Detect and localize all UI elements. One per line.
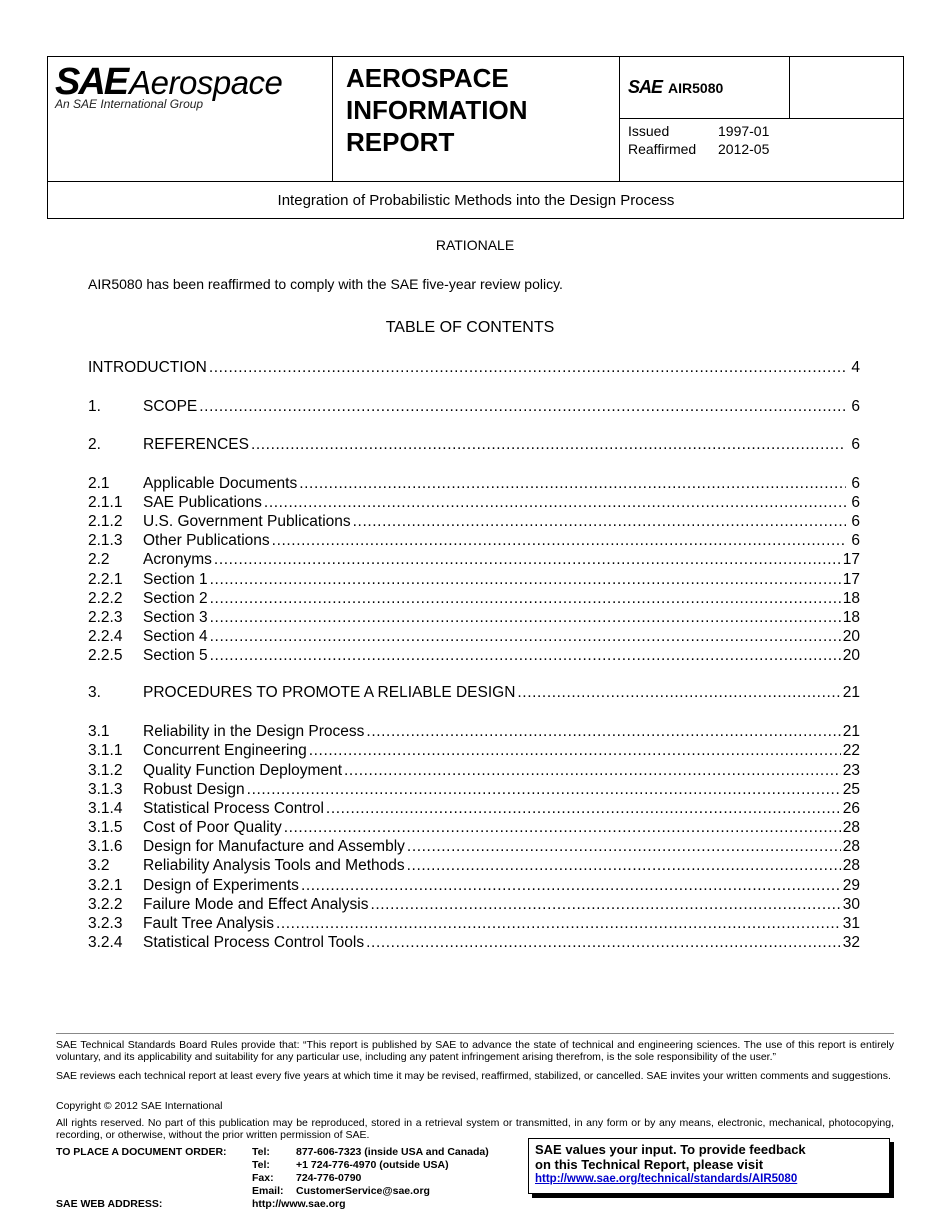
footer-rights: All rights reserved. No part of this publication may be reproduced, stored in a retrieval system or transmitted, in any form or by any means, electronic, mechanical, photocopying, recording, or otherwise, without the prior written permission of SAE.: [56, 1117, 894, 1141]
toc-leader-dots: [272, 532, 846, 550]
toc-leader-dots: [209, 359, 846, 377]
issued-label: Issued: [628, 123, 670, 139]
sae-mini-logo: SAE: [628, 77, 663, 97]
toc-entry-number: 1.: [88, 398, 101, 415]
toc-entry-page: 6: [851, 475, 860, 492]
toc-entry-page: 18: [842, 609, 860, 626]
footer-board-rules: SAE Technical Standards Board Rules provide that: “This report is published by SAE to advance the state of technical and engineering sciences. The use of this report is entirely voluntary, and its applicability and suitability for any particular use, including any patent infringement arising therefrom, is the sole responsibility of the user.”: [56, 1039, 894, 1063]
toc-entry-page: 17: [842, 571, 860, 588]
toc-entry[interactable]: [88, 475, 860, 494]
toc-entry[interactable]: [88, 742, 860, 761]
toc-entry[interactable]: [88, 571, 860, 590]
toc-leader-dots: [407, 857, 841, 875]
toc-leader-dots: [276, 915, 841, 933]
toc-leader-dots: [366, 934, 841, 952]
report-type-title: [346, 62, 528, 158]
toc-entry[interactable]: [88, 513, 860, 532]
toc-entry-page: 6: [851, 436, 860, 453]
toc-entry-title: Cost of Poor Quality: [143, 819, 282, 836]
toc-entry[interactable]: [88, 494, 860, 513]
toc-entry[interactable]: [88, 781, 860, 800]
toc-leader-dots: [251, 436, 846, 454]
order-label: TO PLACE A DOCUMENT ORDER:: [56, 1146, 227, 1158]
feedback-link[interactable]: http://www.sae.org/technical/standards/AIR5080: [535, 1173, 798, 1185]
toc-entry-number: 2.1.3: [88, 532, 123, 549]
toc-entry-number: 2.1.2: [88, 513, 123, 530]
toc-entry-page: 25: [842, 781, 860, 798]
toc-entry-number: 3.1.2: [88, 762, 123, 779]
title-line: REPORT: [346, 127, 455, 157]
feedback-box: [528, 1138, 890, 1194]
toc-entry-number: 3.: [88, 684, 101, 701]
toc-entry-number: 3.1.6: [88, 838, 123, 855]
toc-entry-number: 2.2.4: [88, 628, 123, 645]
toc-leader-dots: [301, 877, 841, 895]
toc-leader-dots: [264, 494, 846, 512]
toc-entry-page: 17: [842, 551, 860, 568]
toc-entry-title: SCOPE: [143, 398, 198, 415]
toc-leader-dots: [299, 475, 846, 493]
tel2-label: Tel:: [252, 1159, 270, 1171]
toc-entry[interactable]: [88, 684, 860, 703]
toc-leader-dots: [370, 896, 840, 914]
dates-cell: [620, 119, 904, 181]
toc-entry-title: Design for Manufacture and Assembly: [143, 838, 405, 855]
rationale-heading: RATIONALE: [435, 237, 515, 253]
toc-leader-dots: [214, 551, 841, 569]
toc-entry-number: 2.2: [88, 551, 110, 568]
tel-label: Tel:: [252, 1146, 270, 1158]
toc-entry-page: 21: [842, 723, 860, 740]
toc-entry-page: 26: [842, 800, 860, 817]
toc-entry-title: Acronyms: [143, 551, 212, 568]
toc-entry-page: 32: [842, 934, 860, 951]
toc-entry-title: Other Publications: [143, 532, 270, 549]
toc-entry[interactable]: [88, 628, 860, 647]
toc-entry-number: 3.2.3: [88, 915, 123, 932]
toc-entry[interactable]: [88, 590, 860, 609]
email-label: Email:: [252, 1185, 284, 1197]
toc-entry-page: 6: [851, 494, 860, 511]
toc-leader-dots: [210, 590, 841, 608]
toc-entry-number: 3.1.5: [88, 819, 123, 836]
toc-entry-title: Reliability Analysis Tools and Methods: [143, 857, 405, 874]
toc-entry-page: 18: [842, 590, 860, 607]
toc-leader-dots: [210, 571, 841, 589]
toc-entry-title: Failure Mode and Effect Analysis: [143, 896, 369, 913]
email-value[interactable]: CustomerService@sae.org: [296, 1185, 430, 1197]
toc-entry-number: 2.2.1: [88, 571, 123, 588]
toc-entry-title: Reliability in the Design Process: [143, 723, 365, 740]
toc-entry-title: Applicable Documents: [143, 475, 298, 492]
toc-leader-dots: [247, 781, 841, 799]
toc-entry-page: 28: [842, 857, 860, 874]
toc-entry-page: 23: [842, 762, 860, 779]
feedback-line1: SAE values your input. To provide feedback: [535, 1142, 806, 1157]
toc-entry-title: Section 2: [143, 590, 208, 607]
toc-entry[interactable]: [88, 359, 860, 378]
toc-entry[interactable]: [88, 436, 860, 455]
tel2-value[interactable]: +1 724-776-4970 (outside USA): [296, 1159, 449, 1171]
toc-entry-number: 2.2.2: [88, 590, 123, 607]
toc-entry-title: Fault Tree Analysis: [143, 915, 274, 932]
toc-heading: TABLE OF CONTENTS: [385, 319, 555, 336]
rationale-text: AIR5080 has been reaffirmed to comply with the SAE five-year review policy.: [88, 276, 563, 292]
toc-entry-number: 3.1.1: [88, 742, 123, 759]
toc-entry[interactable]: [88, 896, 860, 915]
toc-leader-dots: [309, 742, 841, 760]
toc-leader-dots: [210, 628, 841, 646]
toc-entry-page: 31: [842, 915, 860, 932]
logo-cell: [48, 57, 333, 181]
toc-entry[interactable]: [88, 877, 860, 896]
toc-entry-title: U.S. Government Publications: [143, 513, 351, 530]
toc-entry-number: 3.1.4: [88, 800, 123, 817]
footer-review-policy: SAE reviews each technical report at least every five years at which time it may be revised, reaffirmed, stabilized, or cancelled. SAE invites your written comments and suggestions.: [56, 1070, 891, 1082]
issued-value: 1997-01: [718, 123, 770, 139]
toc-entry-number: 2.2.5: [88, 647, 123, 664]
dates-table: [628, 122, 769, 158]
document-number: AIR5080: [668, 79, 724, 96]
toc-entry-number: 3.2.4: [88, 934, 123, 951]
toc-entry[interactable]: [88, 800, 860, 819]
document-header: [47, 56, 904, 219]
toc-entry[interactable]: [88, 915, 860, 934]
tel-value[interactable]: 877-606-7323 (inside USA and Canada): [296, 1146, 489, 1158]
reaffirmed-label: Reaffirmed: [628, 141, 697, 157]
toc-entry-title: REFERENCES: [143, 436, 249, 453]
toc-entry[interactable]: [88, 723, 860, 742]
toc-leader-dots: [210, 609, 841, 627]
toc-entry-page: 28: [842, 819, 860, 836]
toc-entry-number: 3.2.2: [88, 896, 123, 913]
reaffirmed-value: 2012-05: [718, 141, 770, 157]
title-line: AEROSPACE: [346, 63, 509, 93]
toc-entry-title: Quality Function Deployment: [143, 762, 343, 779]
toc-entry[interactable]: [88, 647, 860, 666]
title-cell: [333, 57, 620, 181]
toc-entry-page: 21: [842, 684, 860, 701]
logo-aerospace-text: Aerospace: [129, 64, 283, 101]
fax-value: 724-776-0790: [296, 1172, 362, 1184]
toc-entry-page: 22: [842, 742, 860, 759]
toc-entry-title: Section 5: [143, 647, 208, 664]
toc-entry[interactable]: [88, 934, 860, 953]
toc-entry-title: Section 1: [143, 571, 208, 588]
toc-entry[interactable]: [88, 551, 860, 570]
toc-entry-page: 6: [851, 398, 860, 415]
toc-entry-title: INTRODUCTION: [88, 359, 207, 376]
toc-entry[interactable]: [88, 838, 860, 857]
toc-entry-title: Statistical Process Control Tools: [143, 934, 365, 951]
toc-leader-dots: [326, 800, 841, 818]
toc-entry-page: 20: [842, 628, 860, 645]
toc-entry-title: Section 3: [143, 609, 208, 626]
toc-entry[interactable]: [88, 762, 860, 781]
footer-divider: [56, 1033, 894, 1034]
toc-entry-title: Statistical Process Control: [143, 800, 324, 817]
toc-entry-page: 28: [842, 838, 860, 855]
toc-leader-dots: [344, 762, 841, 780]
toc-entry-title: SAE Publications: [143, 494, 262, 511]
toc-entry-title: Design of Experiments: [143, 877, 299, 894]
blank-cell: [790, 57, 904, 119]
toc-entry-number: 3.1: [88, 723, 110, 740]
toc-entry-number: 2.: [88, 436, 101, 453]
toc-entry[interactable]: [88, 819, 860, 838]
logo-sae-text: SAE: [55, 61, 128, 103]
feedback-line2: on this Technical Report, please visit: [535, 1157, 764, 1172]
toc-entry-title: Concurrent Engineering: [143, 742, 307, 759]
toc-entry-number: 3.2.1: [88, 877, 123, 894]
web-label: SAE WEB ADDRESS:: [56, 1198, 163, 1210]
toc-entry-page: 30: [842, 896, 860, 913]
toc-entry-number: 2.1: [88, 475, 110, 492]
toc-entry-number: 3.1.3: [88, 781, 123, 798]
logo-subtitle: An SAE International Group: [55, 97, 204, 111]
toc-leader-dots: [210, 647, 841, 665]
footer-copyright: Copyright © 2012 SAE International: [56, 1100, 223, 1112]
toc-entry-number: 3.2: [88, 857, 110, 874]
document-subtitle: Integration of Probabilistic Methods into the Design Process: [48, 181, 904, 219]
toc-leader-dots: [353, 513, 846, 531]
toc-leader-dots: [517, 684, 840, 702]
toc-entry-page: 4: [851, 359, 860, 376]
toc-entry-title: PROCEDURES TO PROMOTE A RELIABLE DESIGN: [143, 684, 516, 701]
toc-entry-number: 2.2.3: [88, 609, 123, 626]
title-line: INFORMATION: [346, 95, 528, 125]
toc-entry-title: Section 4: [143, 628, 208, 645]
web-value[interactable]: http://www.sae.org: [252, 1198, 346, 1210]
toc-entry-page: 29: [842, 877, 860, 894]
toc-entry[interactable]: [88, 609, 860, 628]
fax-label: Fax:: [252, 1172, 274, 1184]
doc-number-cell: [620, 57, 790, 119]
toc-entry-page: 6: [851, 532, 860, 549]
toc-entry-title: Robust Design: [143, 781, 245, 798]
toc-entry[interactable]: [88, 398, 860, 417]
toc-entry-page: 20: [842, 647, 860, 664]
toc-leader-dots: [407, 838, 841, 856]
toc-entry[interactable]: [88, 532, 860, 551]
toc-entry-page: 6: [851, 513, 860, 530]
toc-leader-dots: [199, 398, 846, 416]
toc-entry-number: 2.1.1: [88, 494, 123, 511]
toc-leader-dots: [366, 723, 840, 741]
toc-leader-dots: [284, 819, 841, 837]
toc-entry[interactable]: [88, 857, 860, 876]
